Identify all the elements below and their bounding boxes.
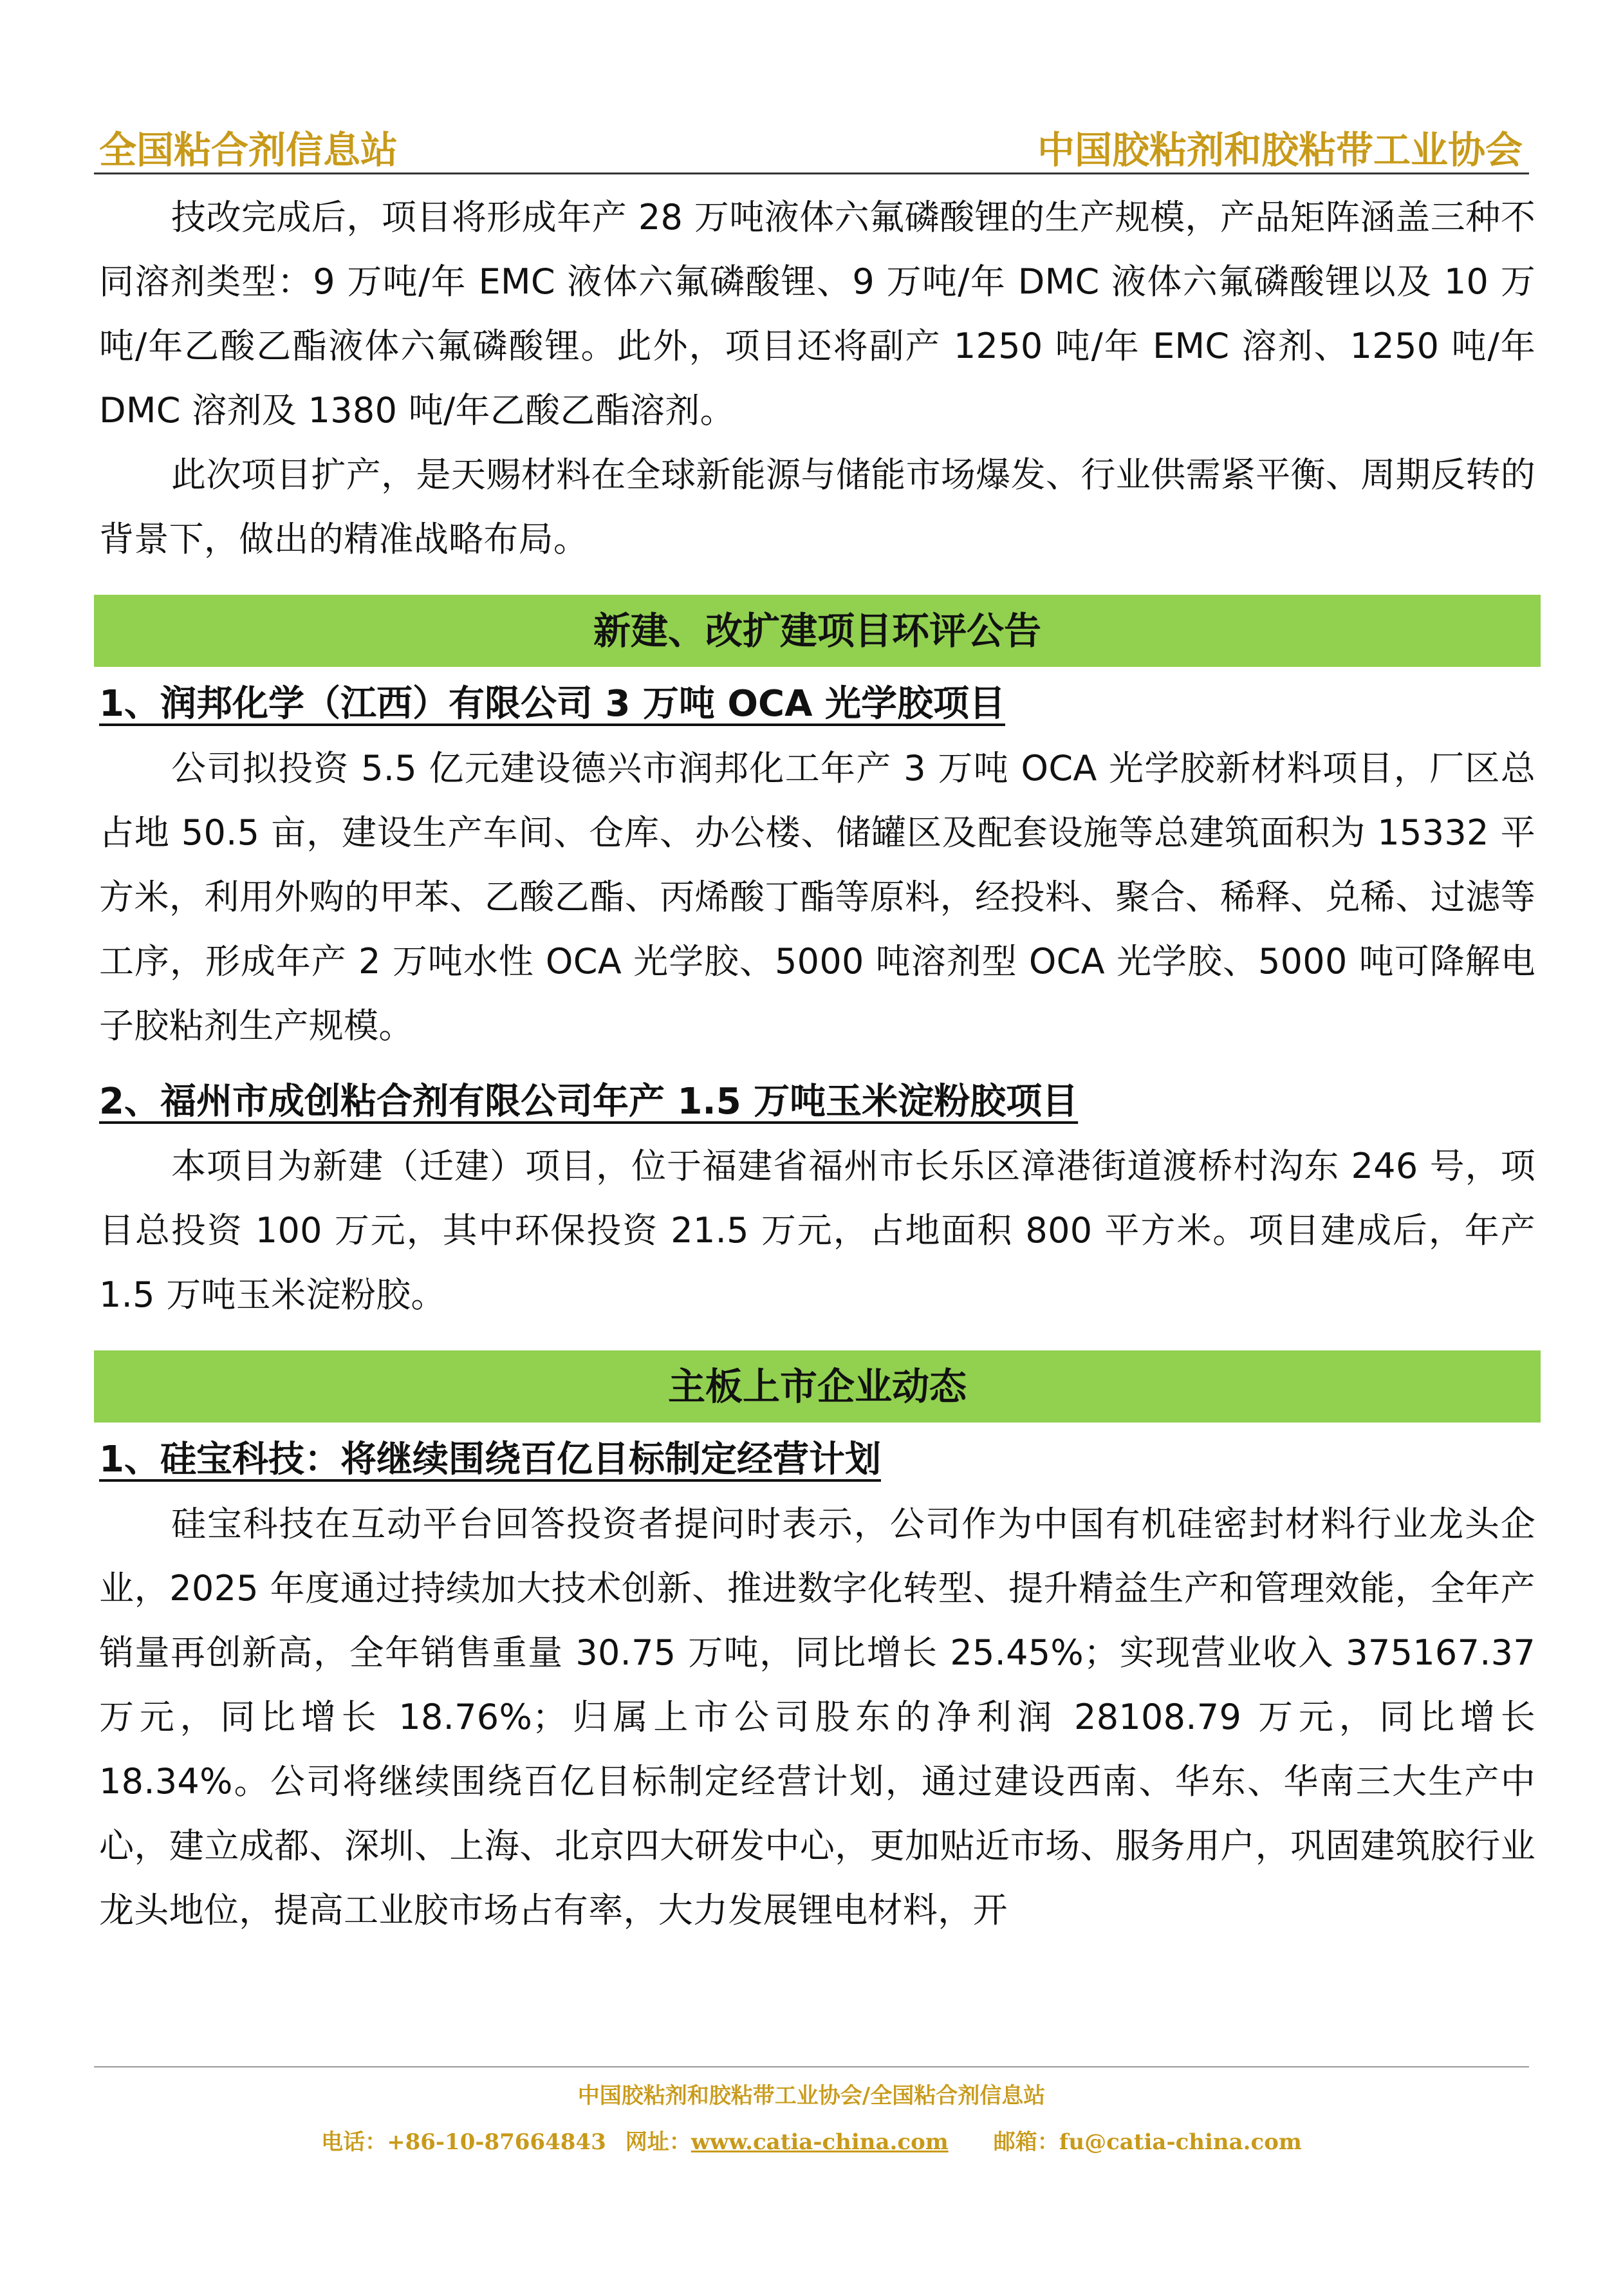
- page-content: [99, 185, 1535, 1943]
- article-body: 公司拟投资 5.5 亿元建设德兴市润邦化工年产 3 万吨 OCA 光学胶新材料项目，厂区总占地 50.5 亩，建设生产车间、仓库、办公楼、储罐区及配套设施等总建筑面积为 15332 平方米，利用外购的甲苯、乙酸乙酯、丙烯酸丁酯等原料，经投料、聚合、稀释、兑稀、过滤等工序，形成年产 2 万吨水性 OCA 光学胶、5000 吨溶剂型 OCA 光学胶、5000 吨可降解电子胶粘剂生产规模。: [99, 748, 1535, 1046]
- page-header: [94, 111, 1529, 174]
- intro-paragraph-2: 此次项目扩产，是天赐材料在全球新能源与储能市场爆发、行业供需紧平衡、周期反转的背景下，做出的精准战略布局。: [99, 454, 1535, 559]
- header-left-title: 全国粘合剂信息站: [99, 128, 398, 172]
- footer-email: 邮箱：fu@catia-china.com: [993, 2129, 1302, 2155]
- article-body: 硅宝科技在互动平台回答投资者提问时表示，公司作为中国有机硅密封材料行业龙头企业，2025 年度通过持续加大技术创新、推进数字化转型、提升精益生产和管理效能，全年产销量再创新高，全年销售重量 30.75 万吨，同比增长 25.45%；实现营业收入 375167.37 万元，同比增长 18.76%；归属上市公司股东的净利润 28108.79 万元，同比增长 18.34%。公司将继续围绕百亿目标制定经营计划，通过建设西南、华东、华南三大生产中心，建立成都、深圳、上海、北京四大研发中心，更加贴近市场、服务用户，巩固建筑胶行业龙头地位，提高工业胶市场占有率，大力发展锂电材料，开: [99, 1504, 1535, 1930]
- article-heading: 1、润邦化学（江西）有限公司 3 万吨 OCA 光学胶项目: [99, 683, 1005, 725]
- footer-website-link[interactable]: www.catia-china.com: [691, 2129, 949, 2155]
- header-right-title: 中国胶粘剂和胶粘带工业协会: [1037, 128, 1523, 172]
- footer-phone: 电话：+86-10-87664843: [321, 2129, 606, 2155]
- intro-paragraph-1: 技改完成后，项目将形成年产 28 万吨液体六氟磷酸锂的生产规模，产品矩阵涵盖三种不同溶剂类型：9 万吨/年 EMC 液体六氟磷酸锂、9 万吨/年 DMC 液体六氟磷酸锂以及 10 万吨/年乙酸乙酯液体六氟磷酸锂。此外，项目还将副产 1250 吨/年 EMC 溶剂、1250 吨/年 DMC 溶剂及 1380 吨/年乙酸乙酯溶剂。: [99, 197, 1535, 431]
- section-banner-eia: 新建、改扩建项目环评公告: [94, 595, 1541, 667]
- footer-web-label: 网址：: [625, 2129, 691, 2155]
- footer-contact: [0, 2124, 1623, 2156]
- article-heading: 2、福州市成创粘合剂有限公司年产 1.5 万吨玉米淀粉胶项目: [99, 1081, 1079, 1123]
- footer-organization: 中国胶粘剂和胶粘带工业协会/全国粘合剂信息站: [577, 2083, 1046, 2109]
- article-body: 本项目为新建（迁建）项目，位于福建省福州市长乐区漳港街道渡桥村沟东 246 号，项目总投资 100 万元，其中环保投资 21.5 万元，占地面积 800 平方米。项目建成后，年产 1.5 万吨玉米淀粉胶。: [99, 1146, 1535, 1315]
- article-heading: 1、硅宝科技：将继续围绕百亿目标制定经营计划: [99, 1439, 881, 1480]
- section-banner-listed-companies: 主板上市企业动态: [94, 1350, 1541, 1423]
- footer-divider: [94, 2066, 1529, 2067]
